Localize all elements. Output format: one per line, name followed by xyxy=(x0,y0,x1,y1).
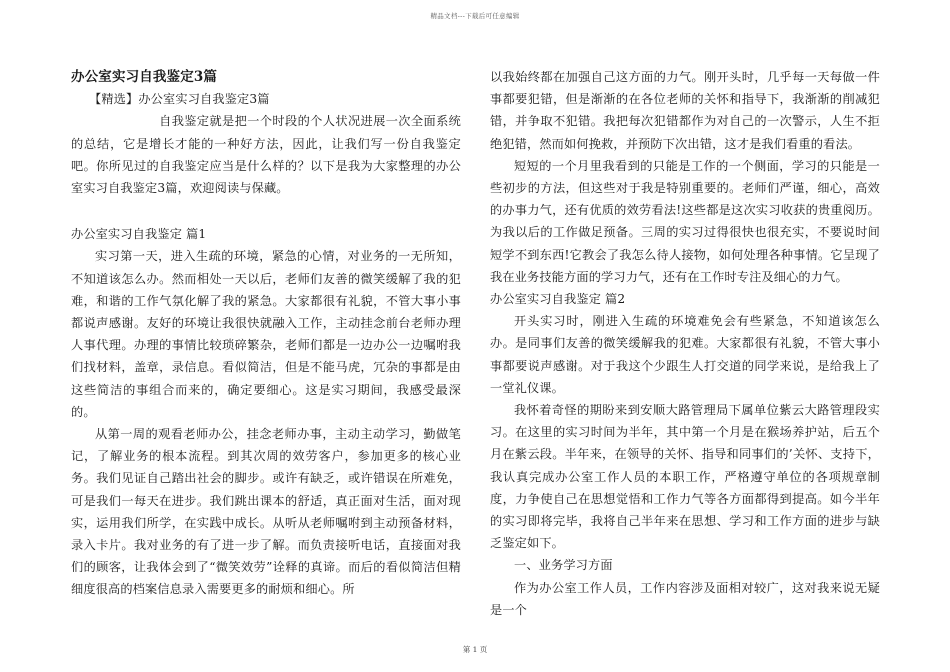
section-heading-2: 办公室实习自我鉴定 篇2 xyxy=(490,292,626,307)
document-title: 办公室实习自我鉴定3篇 xyxy=(71,69,218,85)
paragraph: 短短的一个月里我看到的只能是工作的一个侧面，学习的只能是一些初步的方法，但这些对于我是特别重要的。老师们严谨，细心，高效的办事力气，还有优质的效劳看法!这些都是这次实习收获的贵重阅历。为我以后的工作做足预备。三周的实习过得很快也很充实，不要说时间短学不到东西!它教会了我怎么待人接物，如何处理各种事情。它呈现了我在业务技能方面的学习力气，还有在工作时专注及细心的力气。 xyxy=(490,158,880,284)
spacer xyxy=(71,199,461,221)
page-number: 第 1 页 xyxy=(462,645,488,654)
paragraph: 实习第一天，进入生疏的环境，紧急的心情，对业务的一无所知，不知道该怎么办。然而相处一天以后，老师们友善的微笑缓解了我的犯难，和谐的工作气氛化解了我的紧急。大家都很有礼貌，不管大事小事都说声感谢。友好的环境让我很快就融入工作，主动挂念前台老师办理人事代理。办理的事情比较琐碎繁杂，老师们都是一边办公一边嘱咐我们找材料，盖章，录信息。看似简洁，但是不能马虎，冗杂的事都是由这些简洁的事组合而来的，确定要细心。这是实习期间，我感受最深的。 xyxy=(71,249,461,419)
paragraph: 从第一周的观看老师办公，挂念老师办事，主动主动学习，勤做笔记，了解业务的根本流程。到其次周的效劳客户，参加更多的核心业务。我们见证自己踏出社会的脚步。或许有缺乏，或许错误在所难免，可是我们一每天在进步。我们跳出课本的舒适，真正面对生活，面对现实，运用我们所学，在实践中成长。从听从老师嘱咐到主动预备材料，录入卡片。我对业务的有了进一步了解。而负责接听电话，直接面对我们的顾客，让我体会到了“微笑效劳”诠释的真谛。而后的看似简洁但精细度很高的档案信息录入需要更多的耐烦和细心。所 xyxy=(71,427,461,597)
intro-paragraph: 自我鉴定就是把一个时段的个人状况进展一次全面系统的总结，它是增长才能的一种好方法，因此，让我们写一份自我鉴定吧。你所见过的自我鉴定应当是什么样的？以下是我为大家整理的办公室实习自我鉴定3篇，欢迎阅读与保藏。 xyxy=(71,114,461,196)
paragraph: 我怀着奇怪的期盼来到安顺大路管理局下属单位紫云大路管理段实习。在这里的实习时间为半年，其中第一个月是在猴场养护站，后五个月在紫云段。半年来，在领导的关怀、指导和同事们的’关怀、支持下，我认真完成办公室工作人员的本职工作，严格遵守单位的各项规章制度，力争使自己在思想觉悟和工作力气等各方面都得到提高。如今半年的实习即将完毕，我将自己半年来在思想、学习和工作方面的进步与缺乏鉴定如下。 xyxy=(490,403,880,551)
left-column xyxy=(71,66,461,601)
paragraph: 作为办公室工作人员，工作内容涉及面相对较广，这对我来说无疑是一个 xyxy=(490,580,880,617)
paragraph: 开头实习时，刚进入生疏的环境难免会有些紧急，不知道该怎么办。是同事们友善的微笑缓解我的犯难。大家都很有礼貌，不管大事小事都要说声感谢。对于我这个少跟生人打交道的同学来说，是给我上了一堂礼仪课。 xyxy=(490,314,880,395)
subheading: 一、业务学习方面 xyxy=(514,558,613,573)
document-subtitle: 【精选】办公室实习自我鉴定3篇 xyxy=(89,92,270,107)
header-note: 精品文档---下载后可任意编辑 xyxy=(430,12,520,20)
section-heading-1: 办公室实习自我鉴定 篇1 xyxy=(71,227,207,242)
right-column xyxy=(490,66,880,621)
paragraph: 以我始终都在加强自己这方面的力气。刚开头时，几乎每一天每做一件事都要犯错，但是渐渐的在各位老师的关怀和指导下，我渐渐的削减犯错，并争取不犯错。我把每次犯错都作为对自己的一次警示，人生不拒绝犯错，然而如何挽救，并预防下次出错，这才是我们看重的看法。 xyxy=(490,70,880,151)
